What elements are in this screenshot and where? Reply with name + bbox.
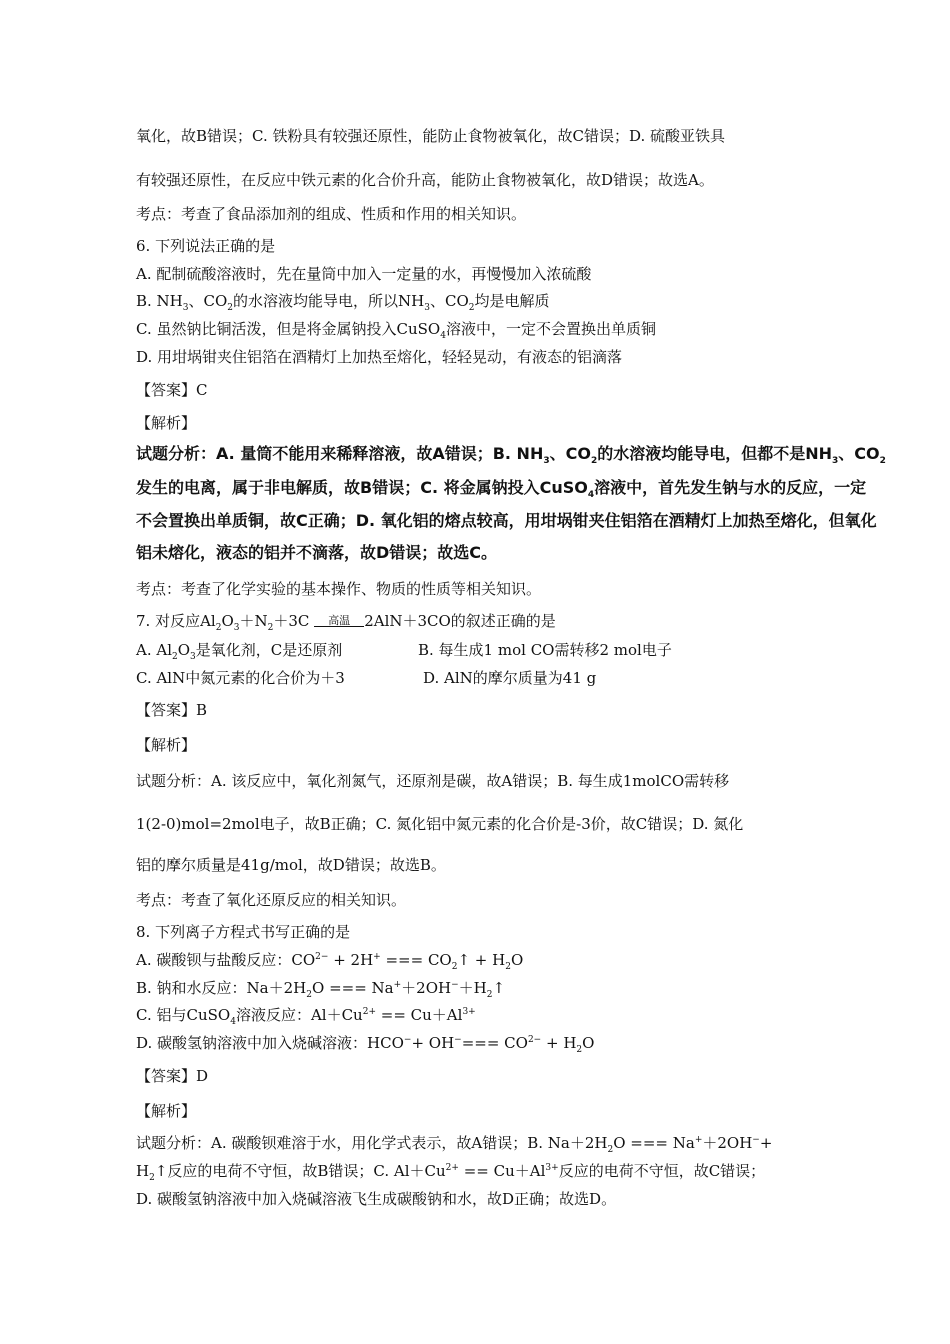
q8-analysis-line-1: 试题分析：A. 碳酸钡难溶于水，用化学式表示，故A错误；B. $Na+2H_2O$ === Na+＋2OH−+ — [136, 1134, 773, 1155]
q6-answer: 【答案】C — [136, 381, 208, 399]
q7-option-c: C. AlN中氮元素的化合价为＋3 — [136, 669, 345, 687]
q8-option-a: A. 碳酸钡与盐酸反应：$CO^{2-} + 2H^+$ === $CO_2↑ + H_2O$ — [136, 951, 524, 972]
q6-stem: 6. 下列说法正确的是 — [136, 237, 276, 255]
prev-analysis-line-1: 氧化，故B错误；C. 铁粉具有较强还原性，能防止食物被氧化，故C错误；D. 硫酸亚铁具 — [136, 127, 726, 145]
q8-analysis-line-3: D. 碳酸氢钠溶液中加入烧碱溶液飞生成碳酸钠和水，故D正确；故选D。 — [136, 1190, 617, 1208]
q8-analysis-line-2: $H_2↑$反应的电荷不守恒，故B错误；C. $Al+Cu^{2+} == Cu+Al^{3+}$反应的电荷不守恒，故C错误； — [136, 1162, 766, 1183]
q7-stem: 7. 对反应$Al_2O_3+N_2+3C$ 高温 2AlN＋3CO的叙述正确的是 — [136, 612, 556, 633]
q7-option-a: A. $Al_2O_3$是氧化剂，C是还原剂 — [136, 641, 343, 662]
q6-analysis-line-4: 铝未熔化，液态的铝并不滴落，故D错误；故选C。 — [136, 543, 498, 562]
q6-option-a: A. 配制硫酸溶液时，先在量筒中加入一定量的水，再慢慢加入浓硫酸 — [136, 265, 592, 283]
q8-stem: 8. 下列离子方程式书写正确的是 — [136, 923, 351, 941]
q6-option-d: D. 用坩埚钳夹住铝箔在酒精灯上加热至熔化，轻轻晃动，有液态的铝滴落 — [136, 348, 623, 366]
q6-analysis-line-2: 发生的电离，属于非电解质，故B错误；C. 将金属钠投入CuSO$_4$溶液中，首先发生钠与水的反应，一定 — [136, 478, 867, 501]
q7-answer: 【答案】B — [136, 701, 208, 719]
prev-kaodian: 考点：考查了食品添加剂的组成、性质和作用的相关知识。 — [136, 205, 527, 223]
q8-jiexi-heading: 【解析】 — [136, 1102, 197, 1120]
q7-analysis-line-2: 1(2-0)mol=2mol电子，故B正确；C. 氮化铝中氮元素的化合价是-3价，故C错误；D. 氮化 — [136, 815, 744, 833]
q6-option-c: C. 虽然钠比铜活泼，但是将金属钠投入CuSO$_4$溶液中，一定不会置换出单质铜 — [136, 320, 656, 341]
q8-option-b: B. 钠和水反应：$Na+2H_2O$ === $Na^++2OH^-+H_2↑$ — [136, 979, 506, 1000]
q7-analysis-line-3: 铝的摩尔质量是41g/mol，故D错误；故选B。 — [136, 856, 446, 874]
reaction-condition: 高温 — [314, 611, 364, 631]
q7-analysis-line-1: 试题分析：A. 该反应中，氧化剂氮气，还原剂是碳，故A错误；B. 每生成1molCO需转移 — [136, 772, 730, 790]
q8-option-d: D. 碳酸氢钠溶液中加入烧碱溶液：$HCO^-+ OH^-=== CO^{2-} + H_2O$ — [136, 1034, 595, 1055]
q6-jiexi-heading: 【解析】 — [136, 414, 197, 432]
q7-option-b: B. 每生成1 mol CO需转移2 mol电子 — [418, 641, 672, 659]
q6-option-b: B. $NH_3$、$CO_2$的水溶液均能导电，所以$NH_3$、$CO_2$均是电解质 — [136, 292, 550, 313]
q6-analysis-line-1: 试题分析：A. 量筒不能用来稀释溶液，故A错误；B. $NH_3$、$CO_2$的水溶液均能导电，但都不是$NH_3$、$CO_2$ — [136, 444, 886, 467]
prev-analysis-line-2: 有较强还原性，在反应中铁元素的化合价升高，能防止食物被氧化，故D错误；故选A。 — [136, 171, 714, 189]
q6-kaodian: 考点：考查了化学实验的基本操作、物质的性质等相关知识。 — [136, 580, 542, 598]
q8-answer: 【答案】D — [136, 1067, 209, 1085]
q7-option-d: D. AlN的摩尔质量为41 g — [423, 669, 597, 687]
q7-kaodian: 考点：考查了氧化还原反应的相关知识。 — [136, 891, 407, 909]
q7-jiexi-heading: 【解析】 — [136, 736, 197, 754]
q8-option-c: C. 铝与CuSO$_4$溶液反应：$Al+Cu^{2+} == Cu+Al^{3+}$ — [136, 1006, 476, 1027]
q6-analysis-line-3: 不会置换出单质铜，故C正确；D. 氧化铝的熔点较高，用坩埚钳夹住铝箔在酒精灯上加热至熔化，但氧化 — [136, 511, 877, 530]
